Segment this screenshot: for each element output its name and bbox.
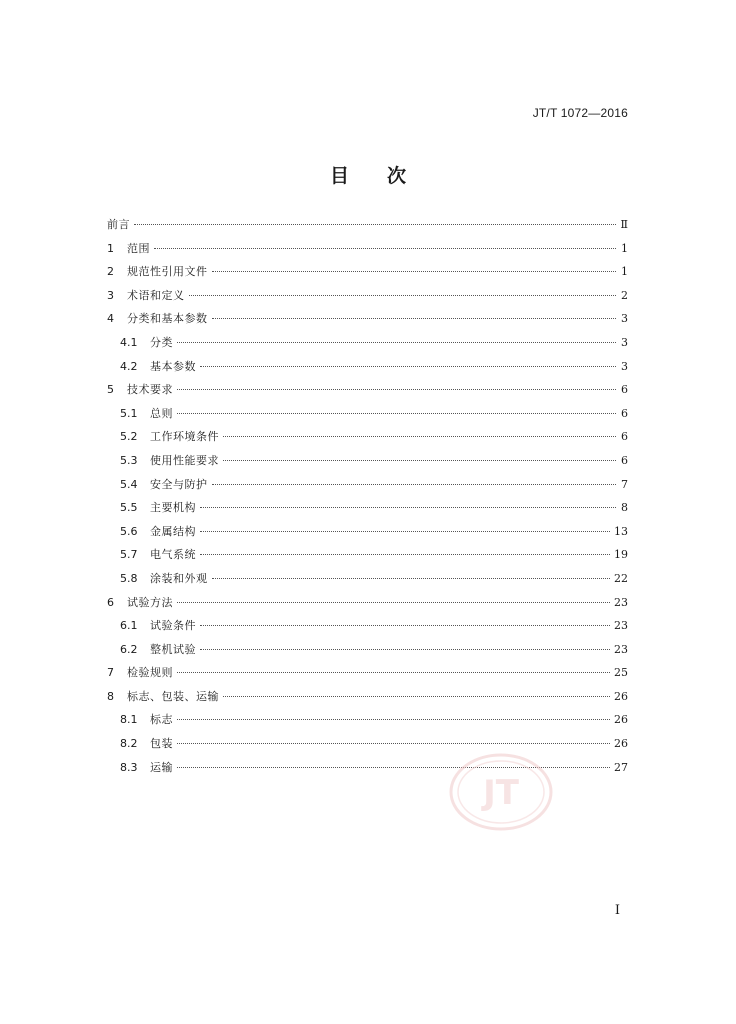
toc-section-title: 试验条件 xyxy=(150,619,196,633)
toc-entry[interactable] xyxy=(107,617,628,641)
toc-entry[interactable] xyxy=(107,594,628,618)
toc-page-number: 3 xyxy=(621,359,628,373)
toc-entry[interactable] xyxy=(107,499,628,523)
toc-page-number: 6 xyxy=(621,406,628,420)
toc-page-number: 2 xyxy=(621,288,628,302)
toc-page-number: 8 xyxy=(621,501,628,515)
standard-code: JT/T 1072—2016 xyxy=(532,106,628,120)
toc-entry[interactable] xyxy=(107,452,628,476)
toc-dot-leader xyxy=(177,413,616,414)
toc-page-number: 19 xyxy=(614,548,628,562)
toc-entry[interactable] xyxy=(107,664,628,688)
toc-section-title: 主要机构 xyxy=(150,501,196,515)
toc-section-title: 试验方法 xyxy=(127,595,173,609)
toc-section-title: 术语和定义 xyxy=(127,288,185,302)
toc-page-number: 26 xyxy=(614,737,628,751)
toc-dot-leader xyxy=(200,554,610,555)
title-part-2: 次 xyxy=(387,165,407,187)
toc-section-number: 7 xyxy=(107,666,114,680)
toc-page-number: 26 xyxy=(614,713,628,727)
toc-section-number: 4 xyxy=(107,312,114,326)
toc-section-title: 安全与防护 xyxy=(150,477,208,491)
toc-section-title: 分类和基本参数 xyxy=(127,312,208,326)
toc-page-number: 25 xyxy=(614,666,628,680)
toc-section-number: 6.1 xyxy=(120,619,138,633)
toc-page-number: 13 xyxy=(614,524,628,538)
toc-page-number: 27 xyxy=(614,760,628,774)
toc-dot-leader xyxy=(177,719,610,720)
toc-section-title: 规范性引用文件 xyxy=(127,265,208,279)
toc-section-number: 8.2 xyxy=(120,737,138,751)
toc-dot-leader xyxy=(212,318,617,319)
toc-page-number: 23 xyxy=(614,595,628,609)
toc-dot-leader xyxy=(177,389,616,390)
toc-entry[interactable] xyxy=(107,287,628,311)
toc-page-number: 6 xyxy=(621,453,628,467)
toc-section-number: 5.4 xyxy=(120,477,138,491)
toc-section-title: 前言 xyxy=(107,218,130,231)
toc-section-number: 8.3 xyxy=(120,760,138,774)
toc-entry[interactable] xyxy=(107,688,628,712)
toc-page-number: Ⅱ xyxy=(620,218,628,231)
toc-section-title: 技术要求 xyxy=(127,383,173,397)
toc-section-title: 范围 xyxy=(127,241,150,255)
toc-section-number: 6 xyxy=(107,595,114,609)
toc-page-number: 6 xyxy=(621,430,628,444)
toc-section-title: 整机试验 xyxy=(150,642,196,656)
toc-dot-leader xyxy=(134,224,616,225)
toc-dot-leader xyxy=(200,507,616,508)
toc-page-number: 6 xyxy=(621,383,628,397)
toc-dot-leader xyxy=(212,578,611,579)
toc-page-number: 7 xyxy=(621,477,628,491)
toc-section-number: 5.8 xyxy=(120,571,138,585)
toc-dot-leader xyxy=(200,366,616,367)
toc-section-number: 5 xyxy=(107,383,114,397)
toc-entry[interactable] xyxy=(107,570,628,594)
toc-section-title: 标志、包装、运输 xyxy=(127,689,219,703)
page-title xyxy=(0,161,736,188)
page-number: I xyxy=(614,903,620,918)
toc-entry[interactable] xyxy=(107,711,628,735)
toc-section-title: 检验规则 xyxy=(127,666,173,680)
toc-dot-leader xyxy=(189,295,617,296)
toc-page-number: 23 xyxy=(614,619,628,633)
toc-dot-leader xyxy=(177,672,610,673)
toc-page-number: 1 xyxy=(621,241,628,255)
toc-section-title: 包装 xyxy=(150,737,173,751)
toc-entry[interactable] xyxy=(107,263,628,287)
toc-entry[interactable] xyxy=(107,546,628,570)
toc-entry[interactable] xyxy=(107,381,628,405)
toc-page-number: 1 xyxy=(621,265,628,279)
toc-section-title: 涂装和外观 xyxy=(150,571,208,585)
toc-dot-leader xyxy=(200,649,610,650)
toc-section-title: 基本参数 xyxy=(150,359,196,373)
toc-entry[interactable] xyxy=(107,641,628,665)
toc-entry[interactable] xyxy=(107,428,628,452)
toc-section-number: 5.5 xyxy=(120,501,138,515)
toc-section-number: 2 xyxy=(107,265,114,279)
toc-section-number: 1 xyxy=(107,241,114,255)
toc-page-number: 3 xyxy=(621,312,628,326)
toc-dot-leader xyxy=(177,743,610,744)
toc-entry[interactable] xyxy=(107,216,628,240)
toc-section-number: 8 xyxy=(107,689,114,703)
toc-section-title: 金属结构 xyxy=(150,524,196,538)
toc-entry[interactable] xyxy=(107,240,628,264)
toc-section-title: 运输 xyxy=(150,760,173,774)
toc-dot-leader xyxy=(154,248,616,249)
toc-section-title: 总则 xyxy=(150,406,173,420)
toc-section-title: 分类 xyxy=(150,335,173,349)
toc-section-number: 5.7 xyxy=(120,548,138,562)
toc-dot-leader xyxy=(223,696,610,697)
toc-entry[interactable] xyxy=(107,476,628,500)
toc-entry[interactable] xyxy=(107,310,628,334)
toc-entry[interactable] xyxy=(107,405,628,429)
toc-section-number: 5.1 xyxy=(120,406,138,420)
toc-dot-leader xyxy=(223,436,616,437)
toc-section-number: 5.6 xyxy=(120,524,138,538)
toc-dot-leader xyxy=(212,484,617,485)
toc-dot-leader xyxy=(177,602,610,603)
toc-entry[interactable] xyxy=(107,334,628,358)
toc-entry[interactable] xyxy=(107,523,628,547)
toc-entry[interactable] xyxy=(107,358,628,382)
toc-dot-leader xyxy=(200,531,610,532)
toc-section-number: 5.3 xyxy=(120,453,138,467)
toc-dot-leader xyxy=(200,625,610,626)
toc-section-number: 3 xyxy=(107,288,114,302)
toc-dot-leader xyxy=(223,460,616,461)
toc-page-number: 26 xyxy=(614,689,628,703)
toc-dot-leader xyxy=(177,342,616,343)
toc-page-number: 22 xyxy=(614,571,628,585)
toc-page-number: 23 xyxy=(614,642,628,656)
toc-dot-leader xyxy=(212,271,617,272)
toc-section-number: 4.1 xyxy=(120,335,138,349)
toc-section-number: 8.1 xyxy=(120,713,138,727)
toc-page-number: 3 xyxy=(621,335,628,349)
jt-watermark-logo xyxy=(447,752,555,832)
toc-section-title: 标志 xyxy=(150,713,173,727)
toc-section-title: 使用性能要求 xyxy=(150,453,219,467)
toc-section-number: 5.2 xyxy=(120,430,138,444)
watermark-text: JT xyxy=(483,773,519,813)
toc-section-title: 电气系统 xyxy=(150,548,196,562)
toc-section-number: 6.2 xyxy=(120,642,138,656)
toc-section-number: 4.2 xyxy=(120,359,138,373)
table-of-contents xyxy=(107,216,628,782)
toc-section-title: 工作环境条件 xyxy=(150,430,219,444)
title-part-1: 目 xyxy=(329,165,349,187)
